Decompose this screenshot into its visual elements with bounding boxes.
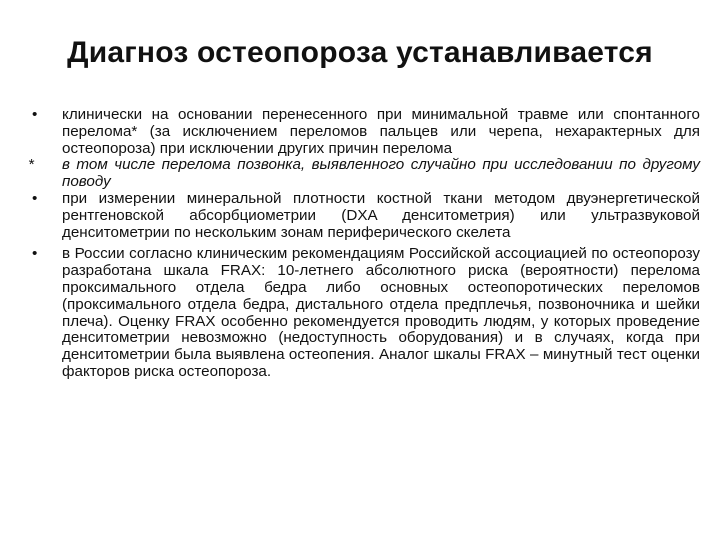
slide-title: Диагноз остеопороза устанавливается (67, 36, 653, 69)
slide-body (28, 107, 700, 381)
footnote-text: в том числе перелома позвонка, выявленного случайно при исследовании по другому поводу (62, 156, 700, 191)
bullet-marker: • (32, 245, 38, 263)
bullet-marker: • (32, 189, 38, 207)
footnote-marker: * (28, 156, 34, 174)
bullet-item-frax (28, 246, 700, 380)
bullet-marker: • (32, 106, 38, 123)
bullet-text: в России согласно клиническим рекомендациям Российской ассоциацией по остеопорозу разработана шкала FRAX: 10-летнего абсолютного риска (вероятности) перелома проксимального отдела бедра либо основных остеопоротических переломов (проксимального отдела бедра, дистального отдела предплечья, позвоночника и шейки плеча). Оценку FRAX особенно рекомендуется проводить людям, у которых проведение денситометрии невозможно (недоступность оборудования) и в случаях, когда при денситометрии была выявлена остеопения. Аналог шкалы FRAX – минутный тест оценки факторов риска остеопороза. (62, 245, 700, 380)
bullet-item-clinical (28, 107, 700, 157)
bullet-text: клинически на основании перенесенного при минимальной травме или спонтанного перелома* (за исключением переломов пальцев или черепа, нехарактерных для остеопороза) при исключении других причин перелома (62, 106, 700, 157)
footnote-item (28, 157, 700, 191)
bullet-text: при измерении минеральной плотности костной ткани методом двуэнергетической рентгеновской абсорбциометрии (DXA денситометрия) или ультразвуковой денситометрии по нескольким зонам периферического скелета (62, 189, 700, 241)
bullet-item-densitometry (28, 191, 700, 241)
